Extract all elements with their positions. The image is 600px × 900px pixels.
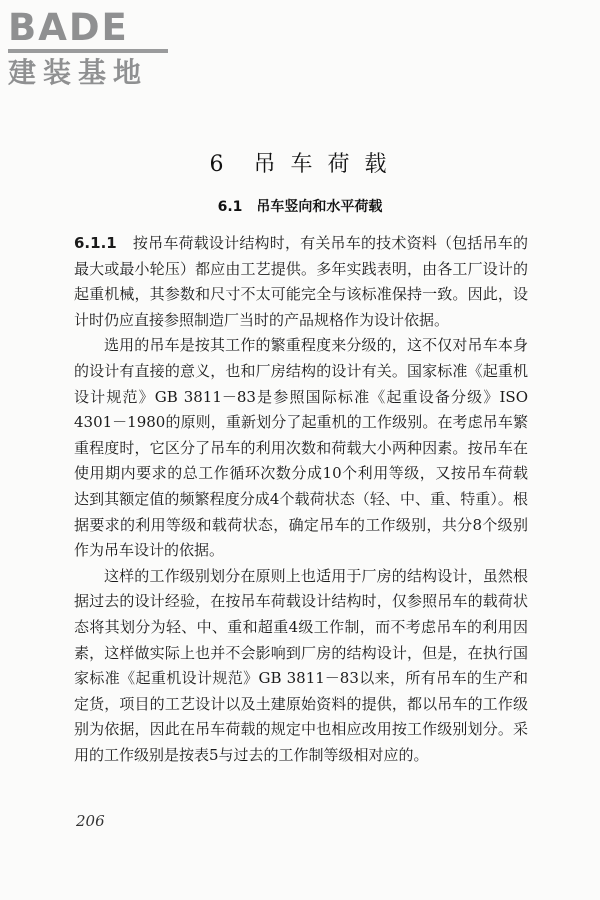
section-number: 6.1 (217, 199, 243, 215)
logo-subtitle: 建装基地 (8, 56, 149, 89)
paragraph-1-text: 按吊车荷载设计结构时，有关吊车的技术资料（包括吊车的最大或最小轮压）都应由工艺提供。多年实践表明，由各工厂设计的起重机械，其参数和尺寸不太可能完全与该标准保持一致。因此，设计时仍应直接参照制造厂当时的产品规格作为设计依据。 (74, 234, 528, 329)
section-heading (0, 196, 600, 216)
logo-wordmark: BADE (8, 6, 129, 49)
page-number: 206 (76, 812, 105, 830)
paragraph-1 (74, 231, 528, 333)
paragraph-2: 选用的吊车是按其工作的繁重程度来分级的，这不仅对吊车本身的设计有直接的意义，也和厂房结构的设计有关。国家标准《起重机设计规范》GB 3811－83是参照国际标准《起重设备分级》ISO 4301－1980的原则，重新划分了起重机的工作级别。在考虑吊车繁重程度时，它区分了吊车的利用次数和荷载大小两种因素。按吊车在使用期内要求的总工作循环次数分成10个利用等级，又按吊车荷载达到其额定值的频繁程度分成4个载荷状态（轻、中、重、特重）。根据要求的利用等级和载荷状态，确定吊车的工作级别，共分8个级别作为吊车设计的依据。 (74, 336, 528, 560)
body-text (74, 231, 528, 768)
paragraph-3: 这样的工作级别划分在原则上也适用于厂房的结构设计，虽然根据过去的设计经验，在按吊车荷载设计结构时，仅参照吊车的载荷状态将其划分为轻、中、重和超重4级工作制，而不考虑吊车的利用因素，这样做实际上也并不会影响到厂房的结构设计，但是，在执行国家标准《起重机设计规范》GB 3811－83以来，所有吊车的生产和定货，项目的工艺设计以及土建原始资料的提供，都以吊车的工作级别为依据，因此在吊车荷载的规定中也相应改用按工作级别划分。采用的工作级别是按表5与过去的工作制等级相对应的。 (74, 566, 528, 764)
logo (8, 8, 178, 91)
clause-number: 6.1.1 (74, 234, 117, 252)
chapter-title: 6 吊 车 荷 载 (209, 152, 391, 177)
logo-divider (8, 49, 168, 53)
section-title-text: 吊车竖向和水平荷载 (256, 199, 383, 215)
